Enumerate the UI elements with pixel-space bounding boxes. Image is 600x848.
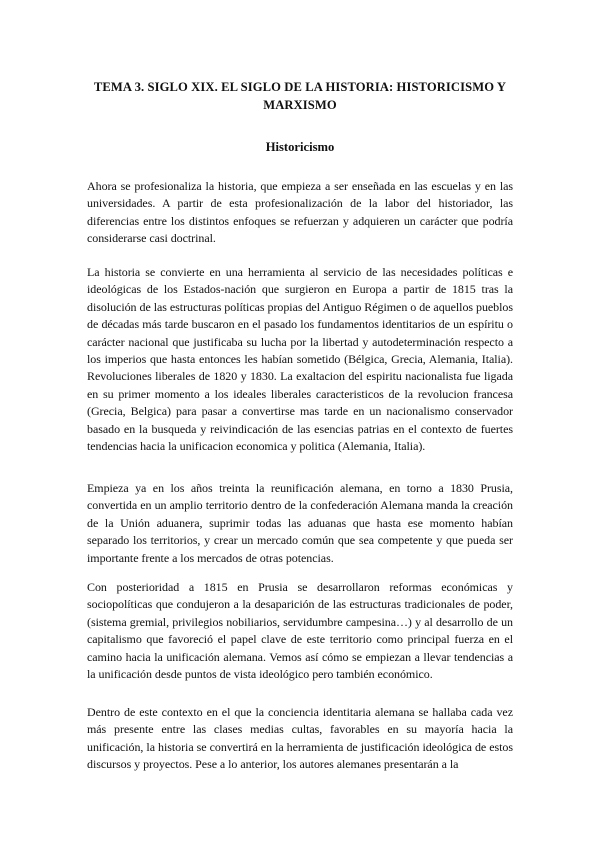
paragraph: Ahora se profesionaliza la historia, que empieza a ser enseñada en las escuelas y en las universidades. A partir de esta profesionalización de la labor del historiador, las diferencias entre los distintos enfoques se refuerzan y adquieren un carácter que podría considerarse casi doctrinal. xyxy=(87,179,513,246)
section-heading: Historicismo xyxy=(265,140,335,154)
paragraph: Empieza ya en los años treinta la reunificación alemana, en torno a 1830 Prusia, convertida en un amplio territorio dentro de la confederación Alemana manda la creación de la Unión aduanera, suprimir todas las aduanas que hasta ese momento habían separado los territorios, y crear un mercado común que sea competente y que pueda ser importante frente a los mercados de otras potencias. xyxy=(87,481,513,565)
paragraph: Con posterioridad a 1815 en Prusia se desarrollaron reformas económicas y sociopolíticas que condujeron a la desaparición de las estructuras tradicionales de poder, (sistema gremial, privilegios nobiliarios, servidumbre campesina…) y al desarrollo de un capitalismo que favoreció el papel clave de este territorio como principal fuerza en el camino hacia la unificación alemana. Vemos así cómo se empiezan a llevar tendencias a la unificación desde puntos de vista ideológico pero también económico. xyxy=(87,580,513,682)
document-title: TEMA 3. SIGLO XIX. EL SIGLO DE LA HISTORIA: HISTORICISMO Y MARXISMO xyxy=(93,80,507,112)
paragraph: Dentro de este contexto en el que la conciencia identitaria alemana se hallaba cada vez más presente entre las clases medias cultas, favorables en su mayoría hacia la unificación, la historia se convertirá en la herramienta de justificación ideológica de estos discursos y proyectos. Pese a lo anterior, los autores alemanes presentarán a la xyxy=(87,705,513,772)
paragraph: La historia se convierte en una herramienta al servicio de las necesidades políticas e ideológicas de los Estados-nación que surgieron en Europa a partir de 1815 tras la disolución de las estructuras políticas propias del Antiguo Régimen o de aquellos pueblos de décadas más tarde buscaron en el pasado los fundamentos identitarios de un espíritu o carácter nacional que justificaba su lucha por la libertad y autodeterminación respecto a los imperios que hasta entonces les habían sometido (Bélgica, Grecia, Alemania, Italia). Revoluciones liberales de 1820 y 1830. La exaltacion del espiritu nacionalista fue ligada en su primer momento a los ideales liberales caracteristicos de la revolucion francesa (Grecia, Belgica) para pasar a convertirse mas tarde en un nacionalismo conservador basado en la busqueda y reivindicación de las esencias patrias en el contexto de fuertes tendencias hacia la unificacion economica y politica (Alemania, Italia). xyxy=(87,265,513,454)
